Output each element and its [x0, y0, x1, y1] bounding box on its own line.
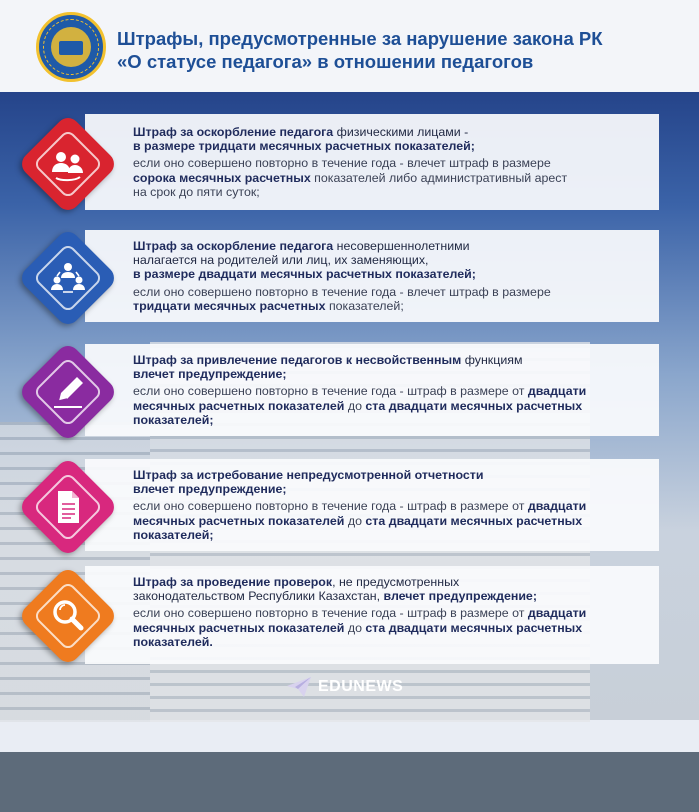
repeat-text: на срок до пяти суток; — [133, 184, 260, 199]
repeat-text: если оно совершено повторно в течение года - штраф в размере от — [133, 384, 528, 399]
repeat-text: если оно совершено повторно в течение года - штраф в размере от — [133, 499, 528, 514]
lead-text: , не предусмотренных — [332, 575, 460, 589]
fine-text — [133, 125, 653, 199]
fine-text — [133, 353, 653, 427]
fine-text — [133, 468, 653, 542]
title-line-1: Штрафы, предусмотренные за нарушение закона РК — [117, 28, 603, 49]
repeat-bold: двадцати — [527, 384, 587, 399]
fine-lead — [133, 125, 653, 153]
repeat-bold: показателей; — [133, 527, 214, 542]
repeat-bold: месячных расчетных показателей — [133, 620, 345, 635]
fine-repeat — [133, 156, 653, 199]
repeat-bold: двадцати — [527, 499, 587, 514]
repeat-bold: ста двадцати месячных расчетных — [365, 620, 583, 635]
people-icon — [46, 142, 90, 186]
lead-bold: Штраф за проведение проверок — [133, 575, 333, 589]
lead-bold: Штраф за оскорбление педагога — [133, 125, 334, 139]
repeat-bold: ста двадцати месячных расчетных — [365, 513, 583, 528]
repeat-bold: тридцати месячных расчетных — [133, 298, 326, 313]
edunews-logo[interactable] — [286, 674, 426, 700]
repeat-text: до — [344, 398, 366, 413]
lead-text: физическими лицами - — [333, 125, 469, 139]
magnifier-icon — [46, 594, 90, 638]
fine-repeat — [133, 606, 653, 649]
fine-lead — [133, 468, 653, 496]
lead-bold: влечет предупреждение; — [133, 367, 287, 382]
repeat-text: если оно совершено повторно в течение года - штраф в размере от — [133, 606, 528, 621]
lead-bold: влечет предупреждение; — [383, 589, 537, 604]
lead-bold: в размере двадцати месячных расчетных показателей; — [133, 267, 476, 282]
repeat-text: показателей; — [325, 298, 404, 313]
lead-bold: Штраф за истребование непредусмотренной отчетности — [133, 468, 484, 482]
pencil-icon — [46, 370, 90, 414]
title-line-2: «О статусе педагога» в отношении педагогов — [117, 51, 534, 72]
repeat-bold: сорока месячных расчетных — [133, 170, 311, 185]
lead-text: налагается на родителей или лиц, их заменяющих, — [133, 253, 429, 268]
fine-lead — [133, 575, 653, 603]
lead-bold: Штраф за оскорбление педагога — [133, 239, 334, 253]
repeat-text: если оно совершено повторно в течение года - влечет штраф в размере — [133, 156, 551, 171]
lead-text: законодательством Республики Казахстан, — [133, 589, 384, 604]
lead-text: функциям — [461, 353, 523, 367]
repeat-bold: показателей; — [133, 412, 214, 427]
repeat-text: до — [344, 513, 366, 528]
fine-repeat — [133, 499, 653, 542]
repeat-bold: ста двадцати месячных расчетных — [365, 398, 583, 413]
lead-bold: Штраф за привлечение педагогов к несвойственным — [133, 353, 462, 367]
fine-lead — [133, 353, 653, 381]
fine-text — [133, 239, 653, 313]
repeat-bold: месячных расчетных показателей — [133, 398, 345, 413]
repeat-bold: показателей. — [133, 634, 213, 649]
document-icon — [46, 485, 90, 529]
repeat-text: если оно совершено повторно в течение года - влечет штраф в размере — [133, 284, 551, 299]
lead-text: несовершеннолетними — [333, 239, 470, 253]
lead-bold: влечет предупреждение; — [133, 482, 287, 497]
background-ground — [0, 752, 699, 812]
repeat-text: до — [344, 620, 366, 635]
fine-repeat — [133, 285, 653, 313]
repeat-bold: двадцати — [527, 606, 587, 621]
repeat-text: показателей либо административный арест — [310, 170, 568, 185]
fine-text — [133, 575, 653, 649]
logo-text: EDUNEWS — [318, 678, 404, 695]
paper-plane-icon — [286, 676, 312, 698]
repeat-bold: месячных расчетных показателей — [133, 513, 345, 528]
fine-repeat — [133, 384, 653, 427]
group-icon — [46, 256, 90, 300]
fine-lead — [133, 239, 653, 282]
lead-bold: в размере тридцати месячных расчетных показателей; — [133, 139, 475, 154]
